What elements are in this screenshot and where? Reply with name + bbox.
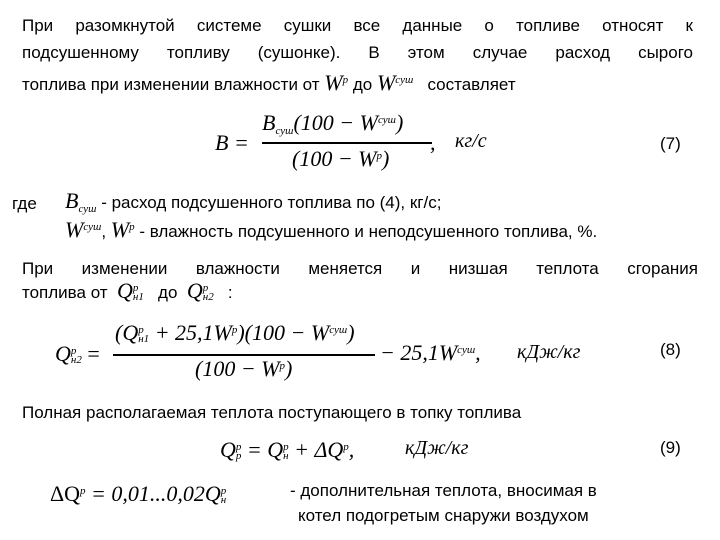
eq9-mid-sub: н [283, 450, 289, 462]
eq8-comma: , [475, 340, 481, 365]
extra-equation [50, 481, 226, 507]
eq8-tail-text: − 25,1W [380, 340, 458, 365]
eq7-num-close: ) [395, 110, 404, 135]
eq8-num-c: )(100 − W [237, 320, 330, 345]
eq9-label: (9) [660, 438, 681, 457]
intro-line-3 [22, 70, 516, 95]
change-q1-sup: р [132, 282, 139, 294]
eq8-den-sup: р [279, 360, 285, 372]
ws-sup: суш [395, 74, 414, 86]
eq8-label: (8) [660, 340, 681, 359]
extra-dq-sup: р [80, 485, 86, 497]
where-w2-sup: р [129, 221, 135, 233]
eq9-mid-sup: р [283, 441, 289, 453]
change-q2-sub: н2 [202, 291, 214, 303]
eq7-num-paren: (100 − W [293, 110, 378, 135]
change-q2-sup: р [202, 282, 209, 294]
intro-line-2: подсушенному топливу (сушонке). В этом случае расход сырого [22, 43, 693, 62]
eq9-unit: кДж/кг [405, 437, 469, 459]
eq9-comma: , [348, 437, 355, 462]
eq8-lhs [55, 341, 100, 367]
full-heat-text: Полная располагаемая теплота поступающего в топку топлива [22, 403, 522, 422]
extra-desc-1: - дополнительная теплота, вносимая в [290, 481, 597, 500]
where-w2-sym: W [110, 217, 130, 242]
intro-line-3c: составляет [427, 75, 516, 94]
extra-val-sup: р [220, 485, 227, 497]
where-b-line [65, 190, 441, 220]
eq7-den: (100 − W [292, 146, 377, 171]
eq8-num-a-sub: н1 [138, 333, 150, 345]
eq8-num-c-sup: суш [329, 324, 348, 336]
change-colon: : [227, 283, 233, 302]
eq7-unit: кг/с [455, 130, 487, 152]
eq7-den-close: ) [382, 146, 390, 171]
eq8-num-a: (Q [115, 320, 139, 345]
eq8-equals: = [87, 341, 100, 366]
intro-line-3a: топлива при изменении влажности от [22, 75, 320, 94]
eq8-lhs-sup: р [70, 345, 77, 357]
eq9-plus-sup: р [343, 441, 349, 453]
intro-line-3b: до [352, 75, 373, 94]
eq9-expression [220, 437, 354, 463]
where-w-line [65, 217, 597, 242]
change-line-2 [22, 280, 233, 303]
wp-symbol: W [324, 70, 343, 95]
change-line-1: При изменении влажности меняется и низшая теплота сгорания [22, 259, 698, 278]
eq7-label: (7) [660, 134, 681, 153]
eq8-lhs-sub: н2 [70, 354, 82, 366]
change-line-2b: до [158, 283, 178, 302]
eq7-num-sup: суш [377, 114, 396, 126]
eq7-numerator [262, 110, 403, 137]
where-w-desc: - влажность подсушенного и неподсушенного топлива, %. [139, 222, 598, 241]
eq7-num-b: B [262, 110, 276, 135]
eq9-lhs: Q [220, 437, 236, 462]
ws-symbol: W [376, 70, 396, 95]
eq7-num-b-sub: суш [275, 125, 294, 137]
eq8-tail [380, 340, 481, 366]
eq7-comma: , [430, 130, 436, 155]
change-q1: Q [117, 278, 133, 303]
where-w1-sym: W [65, 217, 84, 242]
eq8-numerator [115, 320, 355, 346]
eq8-lhs-q: Q [55, 341, 71, 366]
extra-desc-2: котел подогретым снаружи воздухом [298, 506, 589, 525]
eq9-lhs-sup: р [235, 441, 242, 453]
eq9-lhs-sub: р [235, 450, 242, 462]
eq7-den-sup: р [376, 150, 382, 162]
wp-sup: р [342, 74, 349, 86]
change-q1-sub: н1 [132, 291, 144, 303]
eq7-fraction-bar [262, 142, 432, 144]
where-b-sym: B [65, 188, 79, 213]
eq8-den: (100 − W [195, 356, 280, 381]
where-b-desc: - расход подсушенного топлива по (4), кг/с; [101, 193, 442, 212]
extra-dq: ΔQ [50, 481, 81, 506]
eq8-num-a-sup: р [138, 324, 144, 336]
where-b-sub: суш [78, 203, 97, 215]
extra-val: = 0,01...0,02Q [91, 481, 221, 506]
eq8-tail-sup: суш [457, 344, 476, 356]
change-q2: Q [186, 278, 203, 303]
where-label: где [12, 194, 37, 213]
eq8-num-b-sup: р [231, 324, 238, 336]
where-sep: , [101, 222, 107, 241]
eq8-denominator [195, 356, 292, 382]
extra-val-sub: н [220, 494, 227, 506]
eq8-num-d: ) [347, 320, 355, 345]
eq8-unit: кДж/кг [517, 341, 581, 363]
intro-line-1: При разомкнутой системе сушки все данные о топливе относят к [22, 16, 693, 35]
change-line-2a: топлива от [22, 283, 108, 302]
eq8-den-close: ) [285, 356, 293, 381]
eq7-lhs: B = [215, 130, 249, 155]
where-w1-sup: суш [83, 221, 102, 233]
eq8-num-b: + 25,1W [154, 320, 232, 345]
eq9-mid: = Q [246, 437, 284, 462]
eq9-plus: + ΔQ [294, 437, 344, 462]
eq7-denominator [292, 146, 389, 172]
